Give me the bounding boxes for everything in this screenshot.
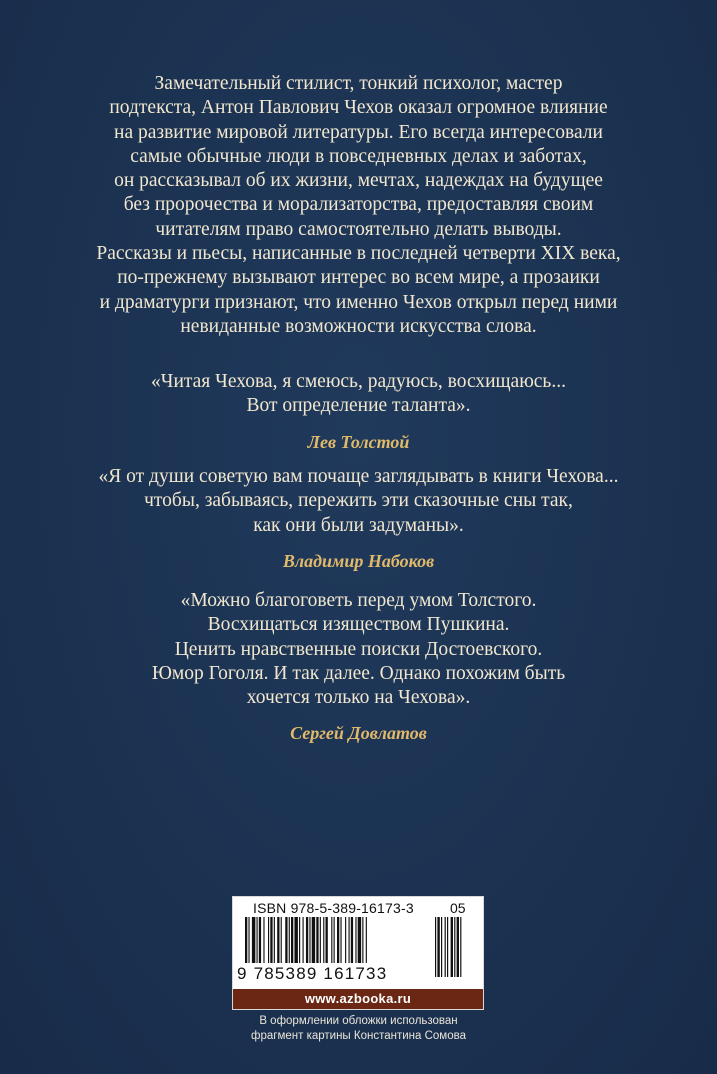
quote-tolstoy [40,370,677,453]
annotation-line: невиданные возможности искусства слова. [180,315,537,337]
barcode-addon-bar [451,917,453,977]
barcode-addon-bar [454,917,455,977]
barcode-bar [277,917,279,963]
barcode-bar [257,917,258,963]
barcode-bar [270,917,272,963]
barcode-bar [281,917,282,963]
barcode-bar [259,917,261,963]
barcode-addon-bar [460,917,461,977]
barcode-addon-bar [437,917,439,977]
barcode-bar [303,917,304,963]
barcode-bar [334,917,335,963]
barcode-addon-bar [445,917,446,977]
barcode-bar [358,917,361,963]
barcode-bar [337,917,339,963]
cover-art-credit [140,1014,577,1044]
barcode-bar [351,917,353,963]
annotation-line: на развитие мировой литературы. Его всегда интересовали [114,121,603,143]
ean-digits: 9 785389 161733 [237,964,388,983]
barcode-bar [326,917,328,963]
annotation-line: Рассказы и пьесы, написанные в последней четверти XIX века, [96,243,621,265]
barcode-bar [366,917,367,963]
barcode-bar [291,917,293,963]
barcode-addon-code: 05 [450,900,466,916]
quote-author: Лев Толстой [307,431,410,452]
quote-line: «Можно благоговеть перед умом Толстого. [180,590,537,611]
quote-dovlatov [40,589,677,744]
barcode-addon-bar [441,917,442,977]
barcode-bar [248,917,249,963]
barcode-bar [312,917,315,963]
credit-line: В оформлении обложки использован [259,1015,458,1027]
barcode-addon-bar [447,917,448,977]
barcode-bar [345,917,346,963]
quote-line: чтобы, забываясь, пережить эти сказочные сны так, [144,490,573,512]
quote-line: Юмор Гоголя. И так далее. Однако похожим быть [151,662,566,684]
isbn-number: ISBN 978-5-389-16173-3 [253,900,414,916]
barcode-bar [306,917,308,963]
barcode-bar [362,917,363,963]
barcode-bar [289,917,290,963]
quote-line: Восхищаться изяществом Пушкина. [207,614,510,636]
quote-line: «Я от души советую вам почаще заглядывать в книги Чехова... [98,466,619,487]
isbn-barcode [232,896,484,1010]
quote-line: «Читая Чехова, я смеюсь, радуюсь, восхищаюсь... [151,371,566,392]
publisher-website: www.azbooka.ru [233,989,483,1009]
barcode-bar [323,917,324,963]
barcode-bar [299,917,300,963]
annotation-line: самые обычные люди в повседневных делах и заботах, [130,145,587,167]
quote-author: Сергей Довлатов [290,723,427,744]
quote-author: Владимир Набоков [282,550,435,571]
credit-line: фрагмент картины Константина Сомова [251,1030,466,1042]
annotation-line: по-прежнему вызывают интерес во всем мире, а прозаики [117,267,600,289]
quote-line: Вот определение таланта». [246,395,471,417]
quote-line: как они были задуманы». [253,514,464,536]
barcode-bar [245,917,247,963]
barcode-bar [263,917,264,963]
barcode-addon-bar [457,917,459,977]
book-annotation [60,72,657,339]
barcode-bar [274,917,275,963]
annotation-line: подтекста, Антон Павлович Чехов оказал огромное влияние [109,97,608,119]
barcode-bar [285,917,287,963]
quote-line: Ценить нравственные поиски Достоевского. [174,638,543,660]
barcode-bar [331,917,332,963]
quote-line: хочется только на Чехова». [246,687,471,709]
annotation-line: он рассказывал об их жизни, мечтах, надеждах на будущее [114,170,603,192]
barcode-addon-bar [435,917,436,977]
barcode-bar [349,917,350,963]
barcode-bar [268,917,269,963]
barcode-bar [340,917,341,963]
barcode-bar [252,917,255,963]
barcode-bar [316,917,318,963]
barcode-bar [355,917,356,963]
annotation-line: без пророчества и морализаторства, предоставляя своим [123,194,594,216]
barcode-bar [320,917,321,963]
barcode-bar [294,917,297,963]
annotation-line: и драматурги признают, что именно Чехов открыл перед ними [99,291,618,313]
annotation-line: читателям право самостоятельно делать выводы. [155,218,562,240]
quote-nabokov [40,465,677,572]
barcode-bar [309,917,310,963]
annotation-line: Замечательный стилист, тонкий психолог, мастер [154,73,563,94]
